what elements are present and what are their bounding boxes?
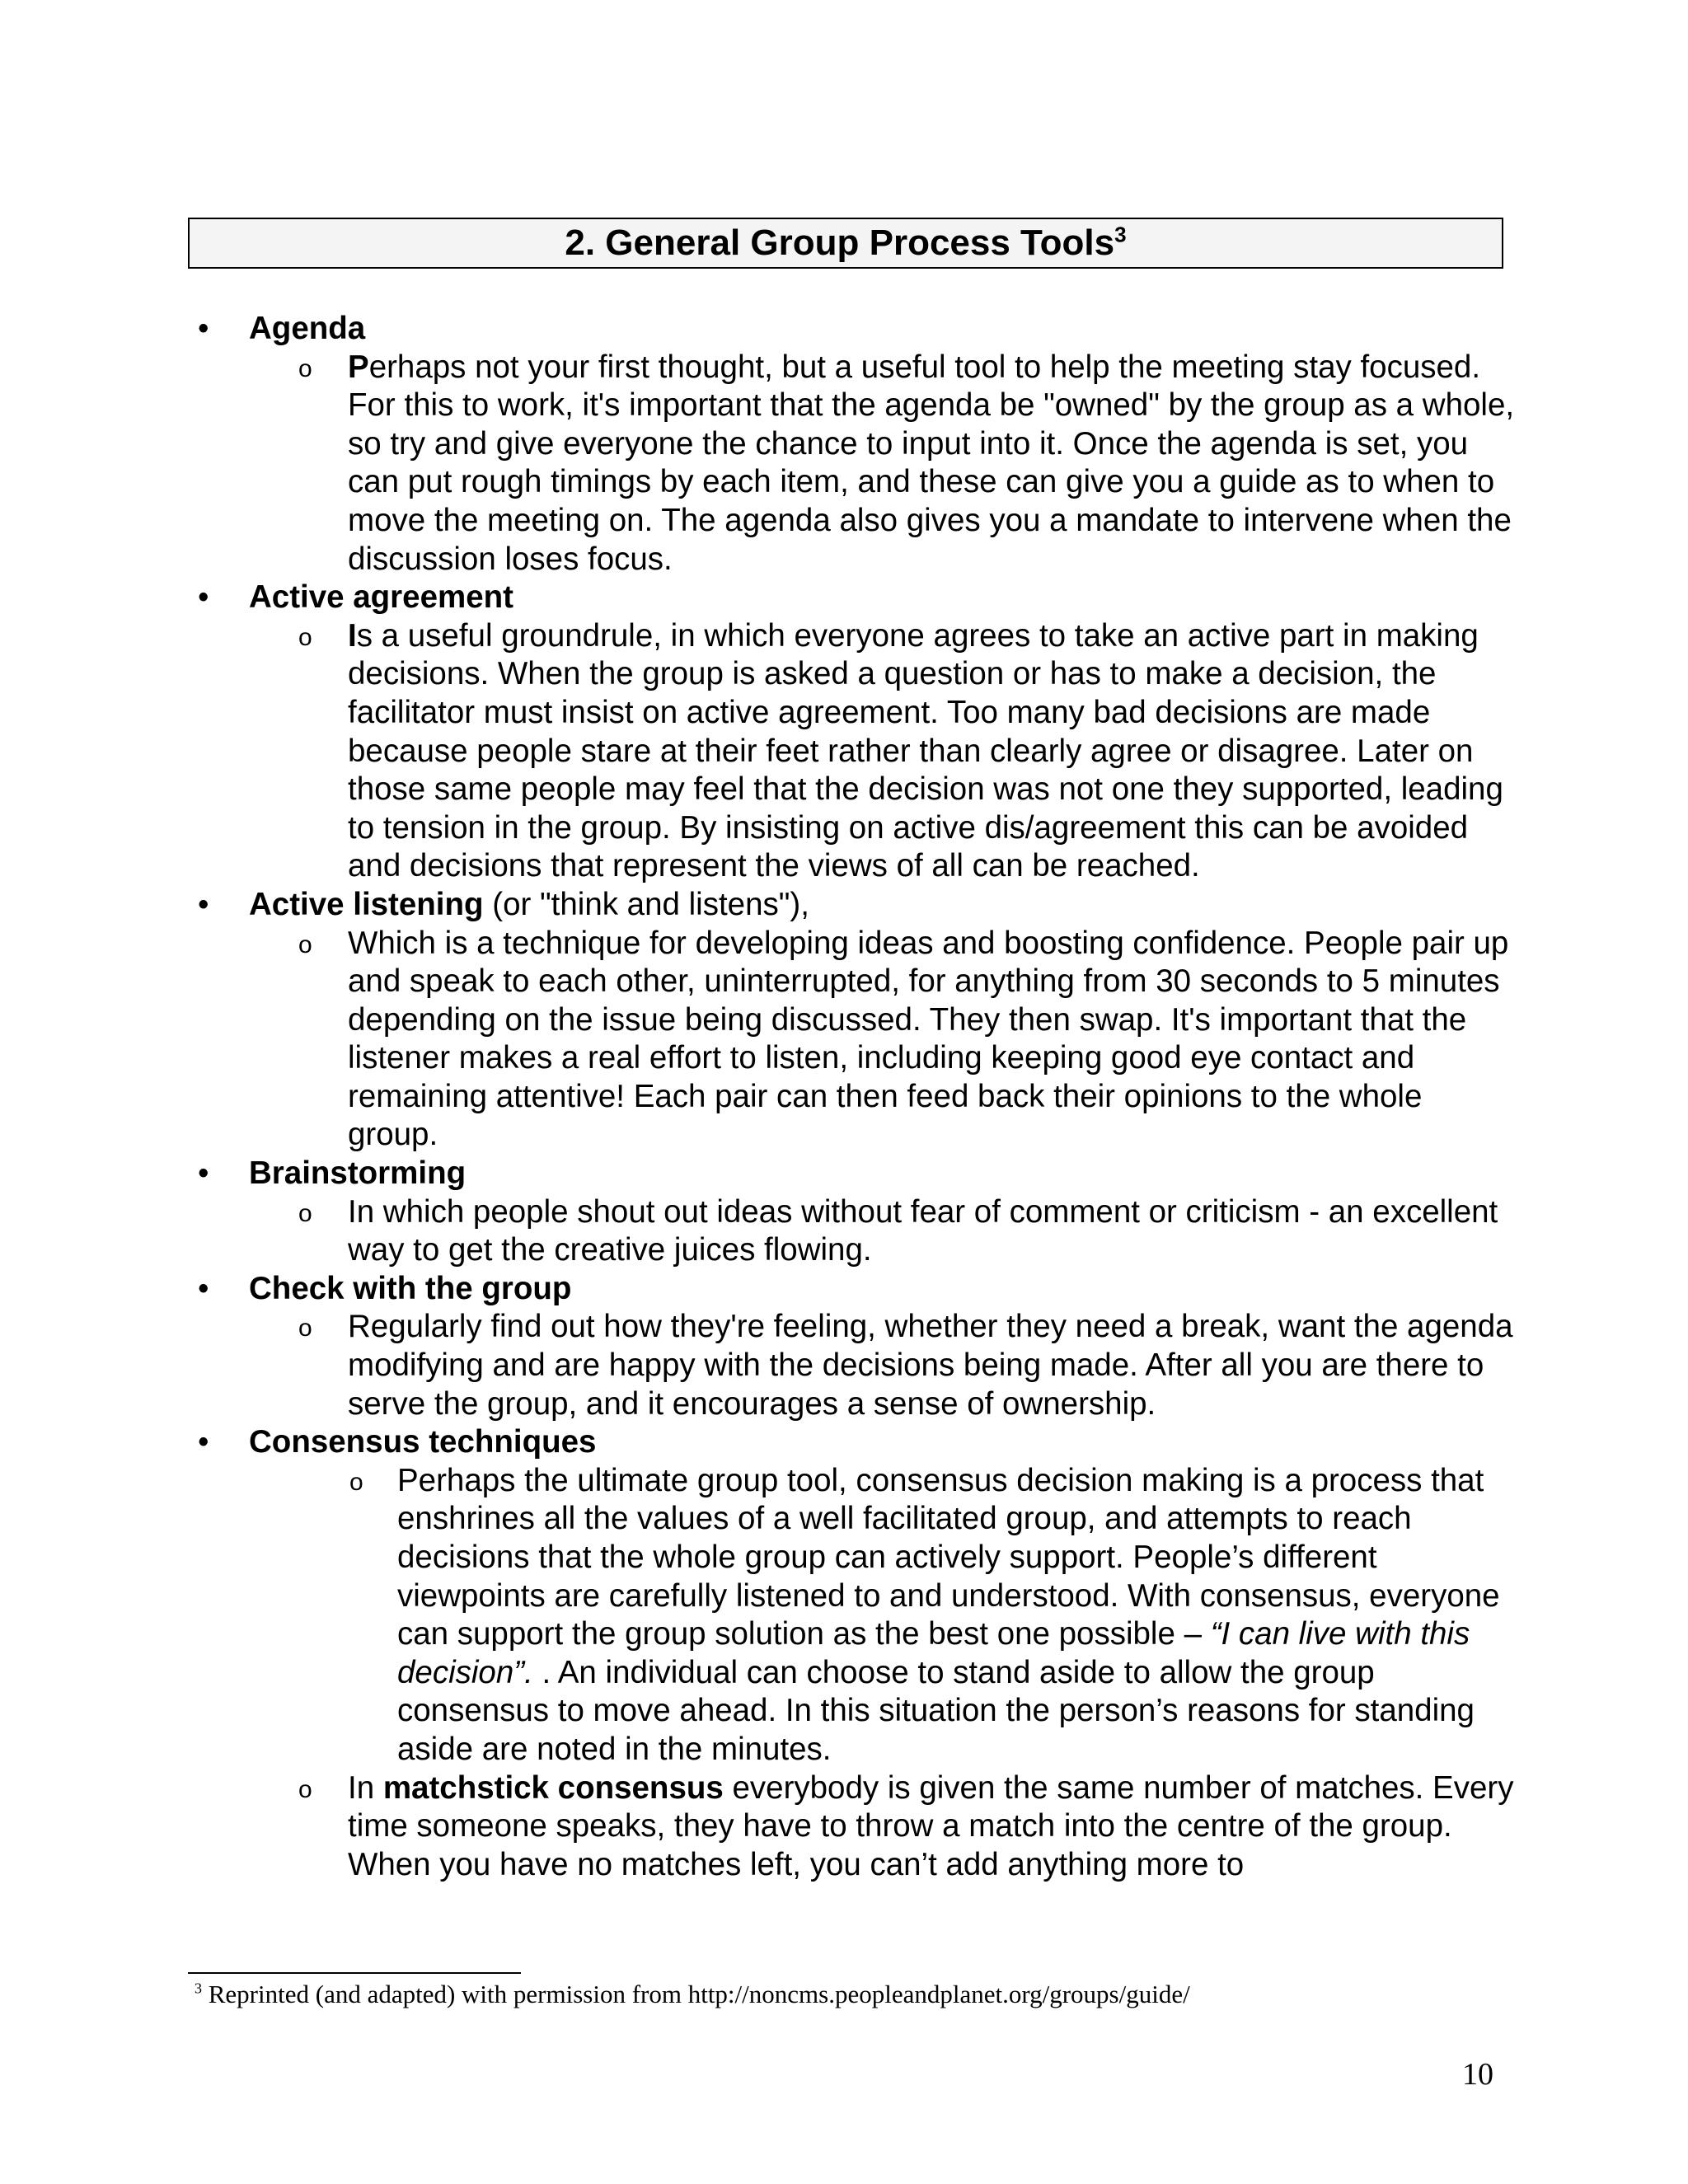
item-heading: Active listening	[249, 886, 484, 922]
tool-list	[198, 310, 1517, 1884]
footnote	[195, 1978, 1596, 2011]
list-item-active-agreement	[198, 579, 1517, 617]
bullet-icon: •	[198, 1155, 209, 1192]
footnote-text: Reprinted (and adapted) with permission from http://noncms.peopleandplanet.org/groups/guide/	[202, 1980, 1190, 2008]
circle-bullet-icon: o	[298, 1199, 312, 1227]
item-heading-suffix: (or "think and listens"),	[483, 886, 809, 922]
footnote-divider	[188, 1972, 521, 1974]
sub-item-agenda	[198, 349, 1517, 579]
item-description: In which people shout out ideas without fear of comment or criticism - an excellent way to get the creative juices flowing.	[348, 1193, 1498, 1268]
sub-item-brainstorming	[198, 1193, 1517, 1270]
item-description	[348, 617, 1517, 886]
list-item-check-with-group	[198, 1270, 1517, 1309]
item-description: Which is a technique for developing ideas and boosting confidence. People pair up and speak to each other, uninterrupted, for anything from 30 seconds to 5 minutes depending on the issue being discussed. They then swap. It's important that the listener makes a real effort to listen, including keeping good eye contact and remaining attentive! Each pair can then feed back their opinions to the whole group.	[348, 925, 1509, 1153]
consensus-quote: “I can live with this decision”.	[397, 1616, 1470, 1690]
item-description: Regularly find out how they're feeling, whether they need a break, want the agenda modifying and are happy with the decisions being made. After all you are there to serve the group, and it encourages a sense of ownership.	[348, 1309, 1513, 1422]
list-item-active-listening	[198, 886, 1517, 925]
description-text: Perhaps the ultimate group tool, consensus decision making is a process that enshrines all the values of a well facilitated group, and attempts to reach decisions that the whole group can actively support. People’s different viewpoints are carefully listened to and understood. With consensus, everyone can support the group solution as the best one possible –	[397, 1462, 1500, 1652]
sub-item-check-with-group	[198, 1308, 1517, 1423]
item-description	[348, 1769, 1517, 1885]
circle-bullet-icon: o	[298, 623, 312, 651]
sub-item-active-listening	[198, 925, 1517, 1155]
bullet-icon: •	[198, 1270, 209, 1306]
item-heading: Consensus techniques	[249, 1424, 597, 1460]
section-title	[565, 222, 1127, 263]
sub-item-matchstick	[198, 1769, 1517, 1885]
footnote-number: 3	[195, 1980, 202, 1997]
lead-letter: P	[348, 349, 369, 385]
sub-item-consensus	[198, 1462, 1517, 1769]
description-text-continued: everybody is given the same number of matches. Every time someone speaks, they have to throw a match into the centre of the group. When you have no matches left, you can’t add anything more to	[348, 1769, 1514, 1882]
circle-bullet-icon: o	[298, 1775, 312, 1803]
item-description	[397, 1462, 1517, 1769]
description-text: erhaps not your first thought, but a useful tool to help the meeting stay focused. For this to work, it's important that the agenda be "owned" by the group as a whole, so try and give everyone the chance to input into it. Once the agenda is set, you can put rough timings by each item, and these can give you a guide as to when to move the meeting on. The agenda also gives you a mandate to intervene when the discussion loses focus.	[348, 349, 1515, 577]
item-heading: Brainstorming	[249, 1155, 467, 1192]
item-heading: Check with the group	[249, 1270, 572, 1306]
section-title-box	[188, 218, 1503, 269]
section-title-text: 2. General Group Process Tools	[565, 223, 1115, 263]
item-heading: Active agreement	[249, 579, 513, 616]
circle-bullet-icon: o	[298, 354, 312, 382]
sub-item-active-agreement	[198, 617, 1517, 886]
description-text: s a useful groundrule, in which everyone agrees to take an active part in making decisions. When the group is asked a question or has to make a decision, the facilitator must insist on active agreement. Too many bad decisions are made because people stare at their feet rather than clearly agree or disagree. Later on those same people may feel that the decision was not one they supported, leading to tension in the group. By insisting on active dis/agreement this can be avoided and decisions that represent the views of all can be reached.	[348, 617, 1503, 884]
bullet-icon: •	[198, 579, 209, 616]
description-text: In	[348, 1769, 383, 1806]
item-heading: Agenda	[249, 311, 366, 346]
bullet-icon: •	[198, 886, 209, 922]
bullet-icon: •	[198, 1424, 209, 1460]
bullet-icon: •	[198, 311, 209, 346]
list-item-brainstorming	[198, 1155, 1517, 1193]
matchstick-term: matchstick consensus	[382, 1769, 724, 1806]
item-description	[348, 349, 1517, 579]
list-item-consensus-techniques	[198, 1423, 1517, 1462]
circle-bullet-icon: o	[349, 1468, 363, 1496]
circle-bullet-icon: o	[298, 1315, 312, 1343]
description-text-continued: . An individual can choose to stand aside to allow the group consensus to move ahead. In this situation the person’s reasons for standing aside are noted in the minutes.	[397, 1654, 1475, 1767]
circle-bullet-icon: o	[298, 930, 312, 958]
footnote-reference[interactable]: 3	[1114, 222, 1127, 247]
list-item-agenda	[198, 310, 1517, 349]
page-number: 10	[1462, 2057, 1493, 2092]
lead-letter: I	[348, 617, 357, 654]
